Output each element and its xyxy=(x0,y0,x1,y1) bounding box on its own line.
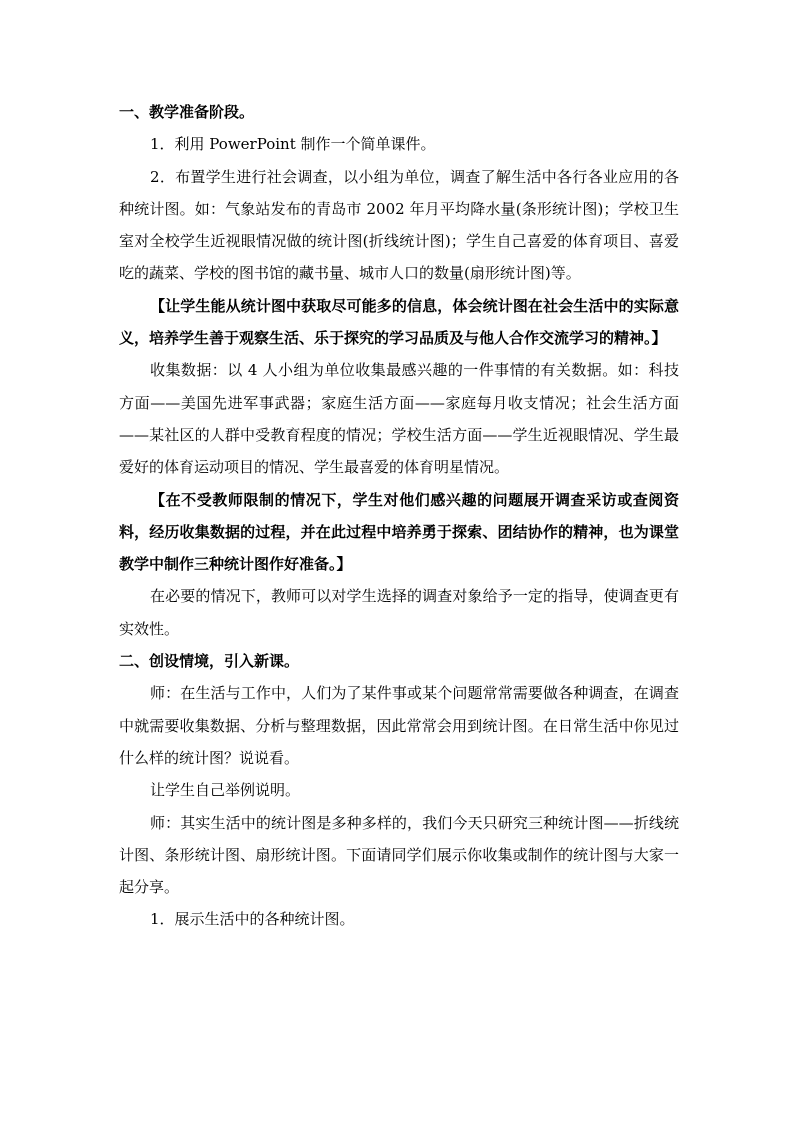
section-heading-introduction: 二、创设情境，引入新课。 xyxy=(119,652,300,671)
paragraph-note-2: 【在不受教师限制的情况下，学生对他们感兴趣的问题展开调查采访或查阅资料，经历收集数据的过程，并在此过程中培养勇于探索、团结协作的精神，也为课堂教学中制作三种统计图作好准备。】 xyxy=(119,490,679,574)
paragraph-student-examples: 让学生自己举例说明。 xyxy=(150,781,301,800)
paragraph-teacher-speech-2: 师：其实生活中的统计图是多种多样的，我们今天只研究三种统计图——折线统计图、条形统计图、扇形统计图。下面请同学们展示你收集或制作的统计图与大家一起分享。 xyxy=(119,813,679,897)
document-page xyxy=(119,96,679,936)
paragraph-teacher-guidance: 在必要的情况下，教师可以对学生选择的调查对象给予一定的指导，使调查更有实效性。 xyxy=(119,587,679,638)
paragraph-show-charts: 1．展示生活中的各种统计图。 xyxy=(150,910,355,929)
paragraph-step-2: 2．布置学生进行社会调查，以小组为单位，调查了解生活中各行各业应用的各种统计图。如：气象站发布的青岛市 2002 年月平均降水量(条形统计图)；学校卫生室对全校学生近视眼情况做的统计图(折线统计图)；学生自己喜爱的体育项目、喜爱吃的蔬菜、学校的图书馆的藏书量、城市人口的数量(扇形统计图)等。 xyxy=(119,167,679,283)
paragraph-note-1: 【让学生能从统计图中获取尽可能多的信息，体会统计图在社会生活中的实际意义，培养学生善于观察生活、乐于探究的学习品质及与他人合作交流学习的精神。】 xyxy=(119,296,679,348)
paragraph-teacher-speech-1: 师：在生活与工作中，人们为了某件事或某个问题常常需要做各种调查，在调查中就需要收集数据、分析与整理数据，因此常常会用到统计图。在日常生活中你见过什么样的统计图？说说看。 xyxy=(119,684,679,767)
paragraph-collect-data: 收集数据：以 4 人小组为单位收集最感兴趣的一件事情的有关数据。如：科技方面——美国先进军事武器；家庭生活方面——家庭每月收支情况；社会生活方面——某社区的人群中受教育程度的情况；学校生活方面——学生近视眼情况、学生最爱好的体育运动项目的情况、学生最喜爱的体育明星情况。 xyxy=(119,361,679,477)
section-heading-preparation: 一、教学准备阶段。 xyxy=(119,103,255,121)
paragraph-step-1: 1．利用 PowerPoint 制作一个简单课件。 xyxy=(150,135,436,154)
